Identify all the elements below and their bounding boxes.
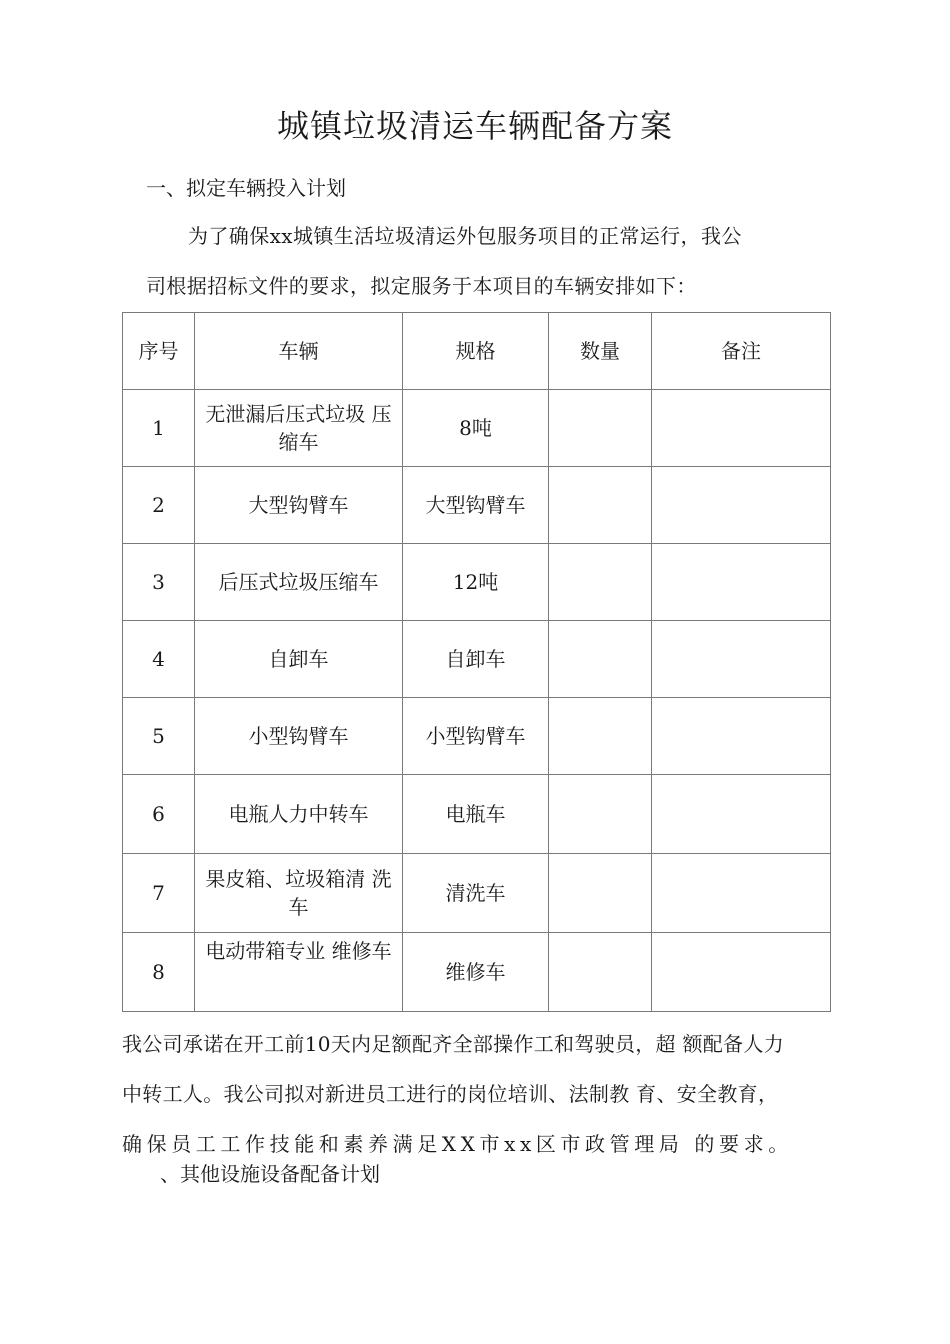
cell-number: 4 <box>123 621 195 698</box>
cell-spec: 自卸车 <box>403 621 549 698</box>
cell-number: 5 <box>123 698 195 775</box>
table-row <box>123 933 831 1012</box>
cell-note <box>652 544 831 621</box>
cell-spec: 维修车 <box>403 933 549 1012</box>
cell-number: 8 <box>123 933 195 1012</box>
commitment-paragraph-line-2: 中转工人。我公司拟对新进员工进行的岗位培训、法制教 育、安全教育， <box>122 1082 779 1106</box>
cell-quantity <box>549 933 652 1012</box>
cell-note <box>652 775 831 854</box>
table-row <box>123 854 831 933</box>
cell-note <box>652 933 831 1012</box>
cell-vehicle: 电动带箱专业 维修车 <box>195 933 403 1012</box>
header-cell-vehicle: 车辆 <box>195 313 403 390</box>
commitment-paragraph-line-3: 确保员工工作技能和素养满足XX市xx区市政管理局 的要求。 <box>122 1132 793 1156</box>
table-row <box>123 390 831 467</box>
cell-vehicle: 后压式垃圾压缩车 <box>195 544 403 621</box>
cell-note <box>652 698 831 775</box>
header-cell-number: 序号 <box>123 313 195 390</box>
cell-spec: 8吨 <box>403 390 549 467</box>
cell-quantity <box>549 544 652 621</box>
cell-vehicle: 大型钩臂车 <box>195 467 403 544</box>
cell-note <box>652 854 831 933</box>
intro-paragraph-line-1: 为了确保xx城镇生活垃圾清运外包服务项目的正常运行，我公 <box>188 224 742 248</box>
intro-paragraph-line-2: 司根据招标文件的要求，拟定服务于本项目的车辆安排如下： <box>146 274 697 298</box>
cell-number: 3 <box>123 544 195 621</box>
vehicle-table <box>122 312 831 1012</box>
cell-quantity <box>549 390 652 467</box>
table-row <box>123 775 831 854</box>
cell-vehicle: 无泄漏后压式垃圾 压缩车 <box>195 390 403 467</box>
section-heading-vehicle-plan: 一、拟定车辆投入计划 <box>146 176 346 200</box>
table-row <box>123 621 831 698</box>
header-cell-spec: 规格 <box>403 313 549 390</box>
cell-vehicle: 电瓶人力中转车 <box>195 775 403 854</box>
table-row <box>123 698 831 775</box>
section-heading-other-facilities: 、其他设施设备配备计划 <box>160 1162 380 1186</box>
cell-spec: 大型钩臂车 <box>403 467 549 544</box>
header-cell-note: 备注 <box>652 313 831 390</box>
cell-quantity <box>549 467 652 544</box>
cell-number: 1 <box>123 390 195 467</box>
cell-quantity <box>549 698 652 775</box>
cell-number: 6 <box>123 775 195 854</box>
cell-number: 7 <box>123 854 195 933</box>
commitment-paragraph-line-1: 我公司承诺在开工前10天内足额配齐全部操作工和驾驶员，超 额配备人力 <box>122 1032 785 1056</box>
cell-note <box>652 467 831 544</box>
cell-vehicle: 自卸车 <box>195 621 403 698</box>
document-title: 城镇垃圾清运车辆配备方案 <box>276 107 673 145</box>
table-row <box>123 467 831 544</box>
cell-note <box>652 621 831 698</box>
cell-spec: 清洗车 <box>403 854 549 933</box>
table-row <box>123 544 831 621</box>
cell-quantity <box>549 621 652 698</box>
cell-quantity <box>549 854 652 933</box>
cell-spec: 小型钩臂车 <box>403 698 549 775</box>
table-header-row <box>123 313 831 390</box>
cell-vehicle: 果皮箱、垃圾箱清 洗车 <box>195 854 403 933</box>
cell-note <box>652 390 831 467</box>
cell-number: 2 <box>123 467 195 544</box>
cell-quantity <box>549 775 652 854</box>
cell-spec: 12吨 <box>403 544 549 621</box>
cell-vehicle: 小型钩臂车 <box>195 698 403 775</box>
header-cell-quantity: 数量 <box>549 313 652 390</box>
cell-spec: 电瓶车 <box>403 775 549 854</box>
